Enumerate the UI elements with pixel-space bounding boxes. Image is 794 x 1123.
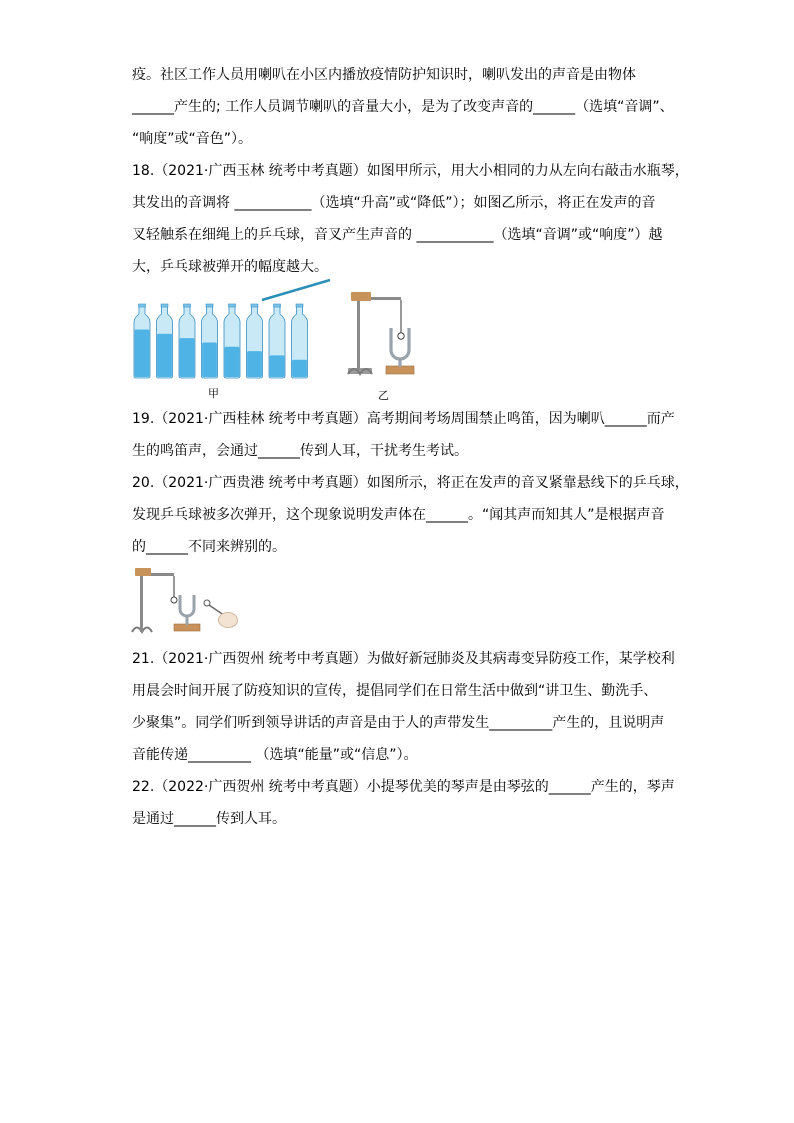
q22-line-2: 是通过______传到人耳。	[132, 811, 286, 827]
q20-line-1: 20.（2021·广西贵港 统考中考真题）如图所示，将正在发声的音叉紧靠悬线下的乒乓球，	[132, 475, 689, 491]
q17-line-3: “响度”或“音色”）。	[132, 131, 253, 147]
iron-stand	[348, 292, 401, 374]
water-bottle	[134, 304, 150, 378]
q18-line-2: 其发出的音调将 ___________（选填“升高”或“降低”）；如图乙所示，将正在发声的音	[132, 195, 656, 211]
q18-line-3: 叉轻触系在细绳上的乒乓球，音叉产生声音的 ___________（选填“音调”或“响度”）越	[132, 227, 663, 243]
q18-line-4: 大，乒乓球被弹开的幅度越大。	[132, 259, 328, 275]
water-bottle-xylophone-figure	[128, 276, 340, 380]
tuning-fork-ball-figure	[130, 564, 240, 636]
ping-pong-ball	[398, 333, 404, 339]
water-level	[202, 342, 217, 377]
water-level	[292, 360, 307, 377]
iron-stand	[132, 568, 174, 632]
water-bottle	[179, 304, 195, 378]
tuning-fork-stand-figure	[344, 288, 420, 380]
water-level	[180, 338, 195, 377]
figure-caption-yi: 乙	[378, 389, 389, 402]
q19-line-1: 19.（2021·广西桂林 统考中考真题）高考期间考场周围禁止鸣笛，因为喇叭______而产	[132, 411, 675, 427]
water-bottle	[292, 304, 308, 378]
water-level	[270, 355, 285, 377]
q17-line-2: ______产生的; 工作人员调节喇叭的音量大小，是为了改变声音的______（选填“音调”、	[132, 99, 674, 115]
water-bottle	[202, 304, 218, 378]
figure-caption-jia: 甲	[208, 387, 219, 400]
q17-line-1: 疫。社区工作人员用喇叭在小区内播放疫情防护知识时，喇叭发出的声音是由物体	[132, 67, 636, 83]
water-bottle	[157, 304, 173, 378]
water-bottle	[224, 304, 240, 378]
q21-line-4: 音能传递_________ （选填“能量”或“信息”）。	[132, 747, 418, 763]
hand-icon	[218, 612, 237, 627]
q21-line-3: 少聚集”。同学们听到领导讲话的声音是由于人的声带发生_________产生的，且说明声	[132, 715, 665, 731]
water-level	[135, 329, 150, 377]
bottle-group	[134, 304, 308, 378]
q21-line-2: 用晨会时间开展了防疫知识的宣传，提倡同学们在日常生活中做到“讲卫生、勤洗手、	[132, 683, 658, 699]
water-level	[157, 334, 172, 377]
q22-line-1: 22.（2022·广西贺州 统考中考真题）小提琴优美的琴声是由琴弦的______产生的，琴声	[132, 779, 675, 795]
tuning-fork	[174, 595, 200, 631]
water-level	[225, 347, 240, 377]
q20-line-3: 的______不同来辨别的。	[132, 539, 286, 555]
water-bottle	[247, 304, 263, 378]
q20-line-2: 发现乒乓球被多次弹开，这个现象说明发声体在______。“闻其声而知其人”是根据声音	[132, 507, 665, 523]
water-level	[247, 351, 262, 377]
ping-pong-ball	[171, 597, 177, 603]
q21-line-1: 21.（2021·广西贺州 统考中考真题）为做好新冠肺炎及其病毒变异防疫工作，某学校利	[132, 651, 675, 667]
q18-line-1: 18.（2021·广西玉林 统考中考真题）如图甲所示，用大小相同的力从左向右敲击水瓶琴，	[132, 163, 689, 179]
q19-line-2: 生的鸣笛声，会通过______传到人耳，干扰考生考试。	[132, 443, 468, 459]
striking-rod	[262, 280, 330, 300]
water-bottle	[269, 304, 285, 378]
